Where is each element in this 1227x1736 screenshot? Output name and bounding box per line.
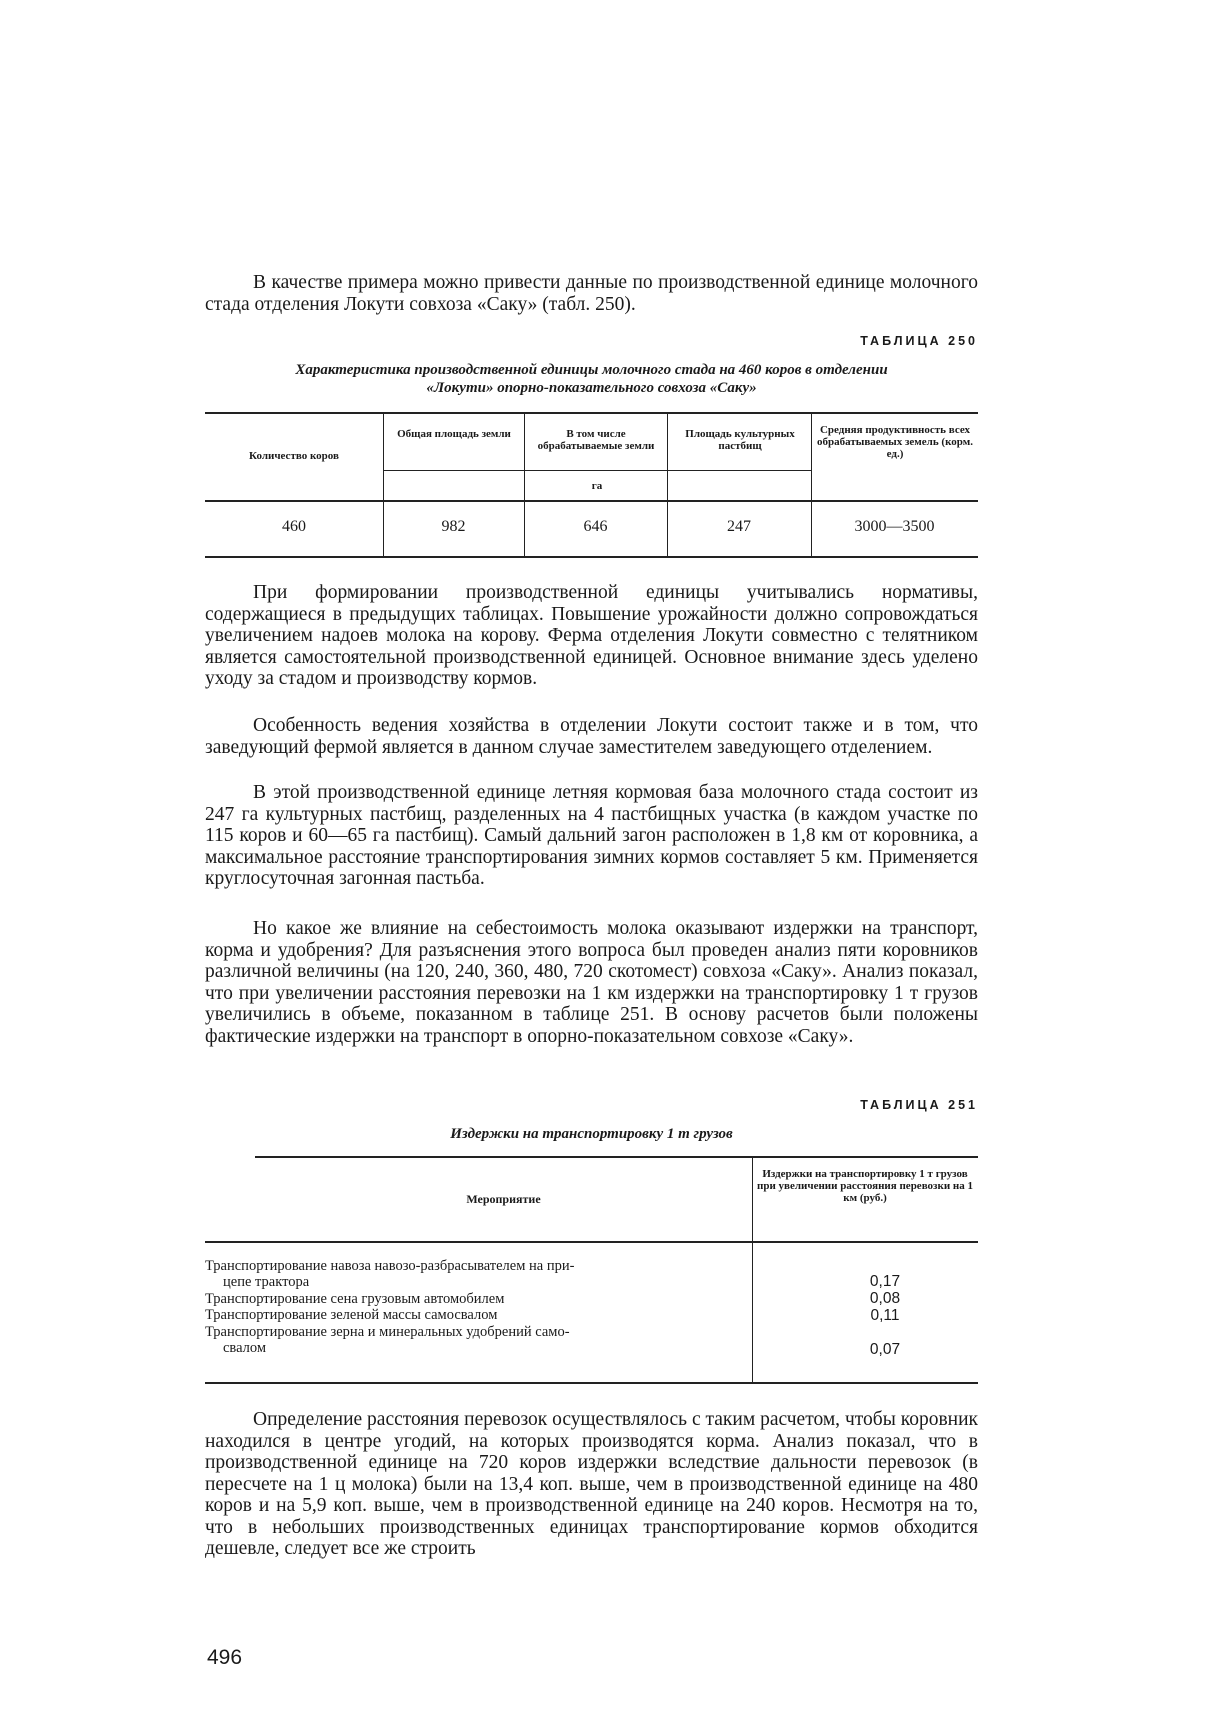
header-productivity: Средняя продуктивность всех обрабатываемых земель (корм. ед.) [817,424,973,460]
page-number: 496 [207,1646,243,1669]
table-row-2-label: Транспортирование сена грузовым автомобилем [205,1291,505,1307]
header-measure: Мероприятие [466,1192,541,1206]
table-row-1-value: 0,17 [869,1273,901,1290]
header-cows: Количество коров [249,450,339,462]
table-251-label: ТАБЛИЦА 251 [860,1098,978,1112]
table-250-caption: Характеристика производственной единицы молочного стада на 460 коров в отделении «Локути» опорно-показательного совхоза «Саку» [295,362,888,396]
header-total-land: Общая площадь земли [397,428,511,440]
header-cost: Издержки на транспортировку 1 т грузов при увеличении расстояния перевозки на 1 км (руб.) [756,1168,973,1204]
paragraph-2: Особенность ведения хозяйства в отделении Локути состоит также и в том, что заведующий фермой является в данном случае заместителем заведующего отделением. [205,715,978,758]
cell-arable: 646 [583,518,608,535]
table-row-4-value: 0,07 [869,1341,901,1358]
table-250-label: ТАБЛИЦА 250 [860,334,978,348]
table-row-1-label: Транспортирование навоза навозо-разбрасывателем на при- цепе трактора [205,1258,575,1290]
paragraph-4: Но какое же влияние на себестоимость молока оказывают издержки на транспорт, корма и удобрения? Для разъяснения этого вопроса был проведен анализ пяти коровников различной величины (на 120, 240, 360, 480, 720 скотомест) совхоза «Саку». Анализ показал, что при увеличении расстояния перевозки на 1 км издержки на транспортировку 1 т грузов увеличились в объеме, показанном в таблице 251. В основу расчетов были положены фактические издержки на транспорт в опорно-показательном совхозе «Саку». [205,918,978,1047]
cell-total-land: 982 [441,518,466,535]
table-251-caption: Издержки на транспортировку 1 т грузов [450,1126,733,1142]
header-arable: В том числе обрабатываемые земли [537,428,655,452]
paragraph-3: В этой производственной единице летняя кормовая база молочного стада состоит из 247 га культурных пастбищ, разделенных на 4 пастбищных участка (в каждом участке по 115 коров и 60—65 га пастбищ). Самый дальний загон расположен в 1,8 км от коровника, а максимальное расстояние транспортирования зимних кормов составляет 5 км. Применяется круглосуточная загонная пастьба. [205,782,978,889]
header-pastures: Площадь культурных пастбищ [685,428,795,452]
table-row-3-label: Транспортирование зеленой массы самосвалом [205,1307,498,1323]
cell-cows: 460 [282,518,306,535]
intro-paragraph: В качестве примера можно привести данные по производственной единице молочного стада отделения Локути совхоза «Саку» (табл. 250). [205,272,978,315]
cell-productivity: 3000—3500 [854,518,935,535]
header-unit-ha: га [591,480,603,492]
paragraph-1: При формировании производственной единицы учитывались нормативы, содержащиеся в предыдущих таблицах. Повышение урожайности должно сопровождаться увеличением надоев молока на корову. Ферма отделения Локути совместно с телятником является самостоятельной производственной единицей. Основное внимание здесь уделено уходу за стадом и производству кормов. [205,582,978,689]
table-row-3-value: 0,11 [870,1307,900,1324]
final-paragraph: Определение расстояния перевозок осуществлялось с таким расчетом, чтобы коровник находился в центре угодий, на которых производятся корма. Анализ показал, что в производственной единице на 720 коров издержки вследствие дальности перевозок (в пересчете на 1 ц молока) были на 13,4 коп. выше, чем в производственной единице на 480 коров и на 5,9 коп. выше, чем в производственной единице на 240 коров. Несмотря на то, что в небольших производственных единицах транспортирование кормов обходится дешевле, следует все же строить [205,1409,978,1559]
cell-pastures: 247 [727,518,751,535]
table-row-4-label: Транспортирование зерна и минеральных удобрений само- свалом [205,1324,570,1356]
table-row-2-value: 0,08 [869,1290,901,1307]
